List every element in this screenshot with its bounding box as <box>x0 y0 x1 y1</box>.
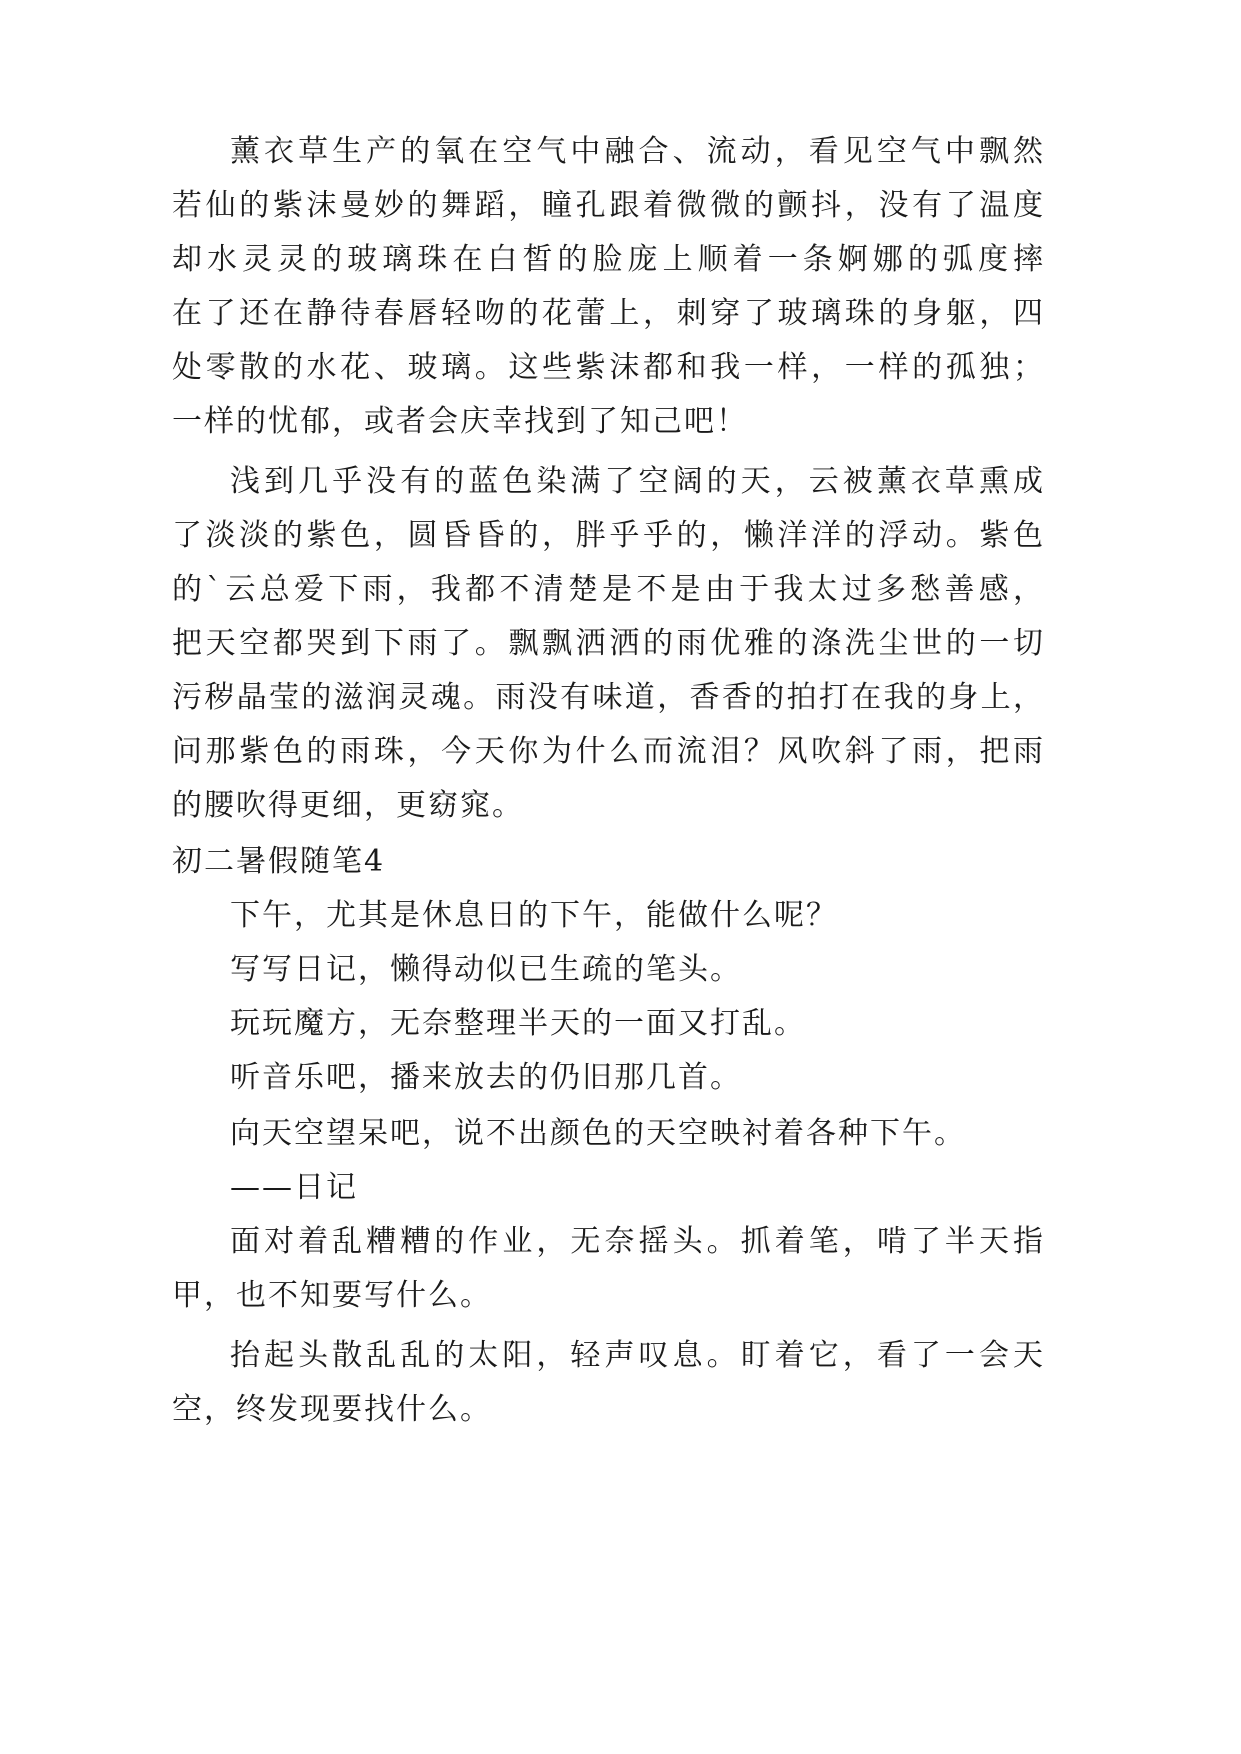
text-line: 抬起头散乱乱的太阳，轻声叹息。盯着它，看了一会天 <box>230 1338 1043 1373</box>
text-line: 把天空都哭到下雨了。飘飘洒洒的雨优雅的涤洗尘世的一切 <box>172 626 1043 661</box>
text-line: 空，终发现要找什么。 <box>172 1392 492 1427</box>
section-heading: 初二暑假随笔4 <box>172 844 386 879</box>
text-line: 若仙的紫沫曼妙的舞蹈，瞳孔跟着微微的颤抖，没有了温度 <box>172 188 1043 223</box>
text-line: 了淡淡的紫色，圆昏昏的，胖乎乎的，懒洋洋的浮动。紫色 <box>172 518 1043 553</box>
text-line: 甲，也不知要写什么。 <box>172 1278 492 1313</box>
text-line: 问那紫色的雨珠，今天你为什么而流泪？风吹斜了雨，把雨 <box>172 734 1043 769</box>
text-line: 的腰吹得更细，更窈窕。 <box>172 788 524 823</box>
text-line: 向天空望呆吧，说不出颜色的天空映衬着各种下午。 <box>230 1116 966 1151</box>
text-line: 面对着乱糟糟的作业，无奈摇头。抓着笔，啃了半天指 <box>230 1224 1043 1259</box>
text-line: 玩玩魔方，无奈整理半天的一面又打乱。 <box>230 1006 806 1041</box>
text-line: 薰衣草生产的氧在空气中融合、流动，看见空气中飘然 <box>230 134 1043 169</box>
text-line: 下午，尤其是休息日的下午，能做什么呢？ <box>230 898 838 933</box>
text-line: 浅到几乎没有的蓝色染满了空阔的天，云被薰衣草熏成 <box>230 464 1043 499</box>
text-line: 在了还在静待春唇轻吻的花蕾上，刺穿了玻璃珠的身躯，四 <box>172 296 1043 331</box>
text-line: 听音乐吧，播来放去的仍旧那几首。 <box>230 1060 742 1095</box>
text-line: 处零散的水花、玻璃。这些紫沫都和我一样，一样的孤独； <box>172 350 1043 385</box>
text-line: 一样的忧郁，或者会庆幸找到了知己吧！ <box>172 404 748 439</box>
text-line: 污秽晶莹的滋润灵魂。雨没有味道，香香的拍打在我的身上， <box>172 680 1043 715</box>
text-line: 的`云总爱下雨，我都不清楚是不是由于我太过多愁善感， <box>172 572 1043 607</box>
text-line: 却水灵灵的玻璃珠在白皙的脸庞上顺着一条婀娜的弧度摔 <box>172 242 1043 277</box>
text-line: 写写日记，懒得动似已生疏的笔头。 <box>230 952 742 987</box>
text-line: ——日记 <box>230 1170 358 1205</box>
